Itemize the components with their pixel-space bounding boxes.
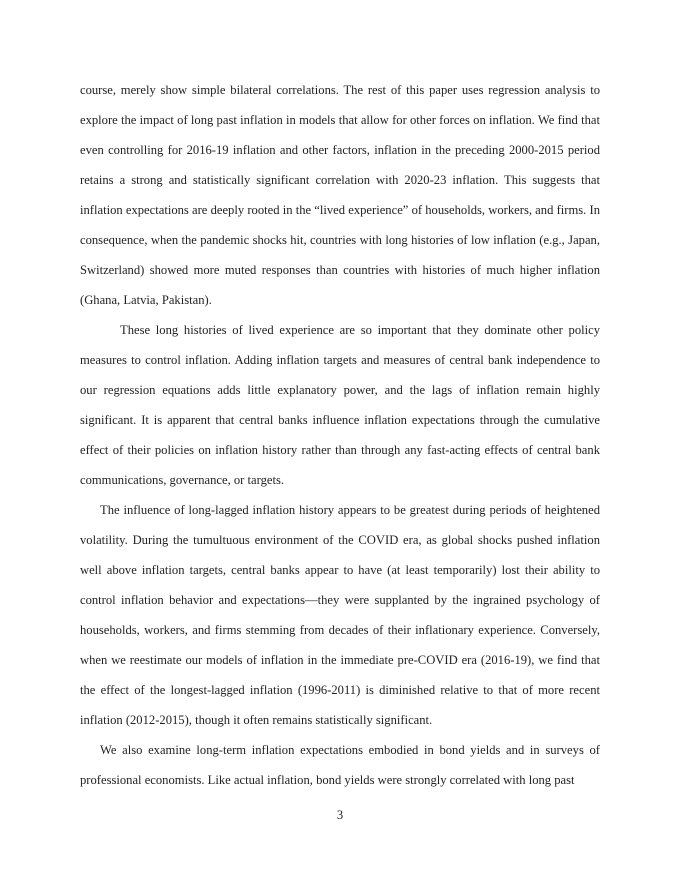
paragraph-volatility: The influence of long-lagged inflation history appears to be greatest during periods of heightened volatility. During the tumultuous environment of the COVID era, as global shocks pushed inflation well above inflation targets, central banks appear to have (at least temporarily) lost their ability to control inflation behavior and expectations—they were supplanted by the ingrained psychology of households, workers, and firms stemming from decades of their inflationary experience. Conversely, when we reestimate our models of inflation in the immediate pre-COVID era (2016-19), we find that the effect of the longest-lagged inflation (1996-2011) is diminished relative to that of more recent inflation (2012-2015), though it often remains statistically significant. bbox=[80, 503, 600, 727]
page-number: 3 bbox=[336, 808, 344, 822]
body-text bbox=[80, 75, 600, 795]
paragraph-bond-yields: We also examine long-term inflation expectations embodied in bond yields and in surveys of professional economists. Like actual inflation, bond yields were strongly correlated with long past bbox=[80, 743, 600, 787]
paragraph-lived-experience: These long histories of lived experience are so important that they dominate other policy measures to control inflation. Adding inflation targets and measures of central bank independence to our regression equations adds little explanatory power, and the lags of inflation remain highly significant. It is apparent that central banks influence inflation expectations through the cumulative effect of their policies on inflation history rather than through any fast-acting effects of central bank communications, governance, or targets. bbox=[80, 323, 600, 487]
paragraph-continuation: course, merely show simple bilateral correlations. The rest of this paper uses regression analysis to explore the impact of long past inflation in models that allow for other forces on inflation. We find that even controlling for 2016-19 inflation and other factors, inflation in the preceding 2000-2015 period retains a strong and statistically significant correlation with 2020-23 inflation. This suggests that inflation expectations are deeply rooted in the “lived experience” of households, workers, and firms. In consequence, when the pandemic shocks hit, countries with long histories of low inflation (e.g., Japan, Switzerland) showed more muted responses than countries with histories of much higher inflation (Ghana, Latvia, Pakistan). bbox=[80, 83, 600, 307]
